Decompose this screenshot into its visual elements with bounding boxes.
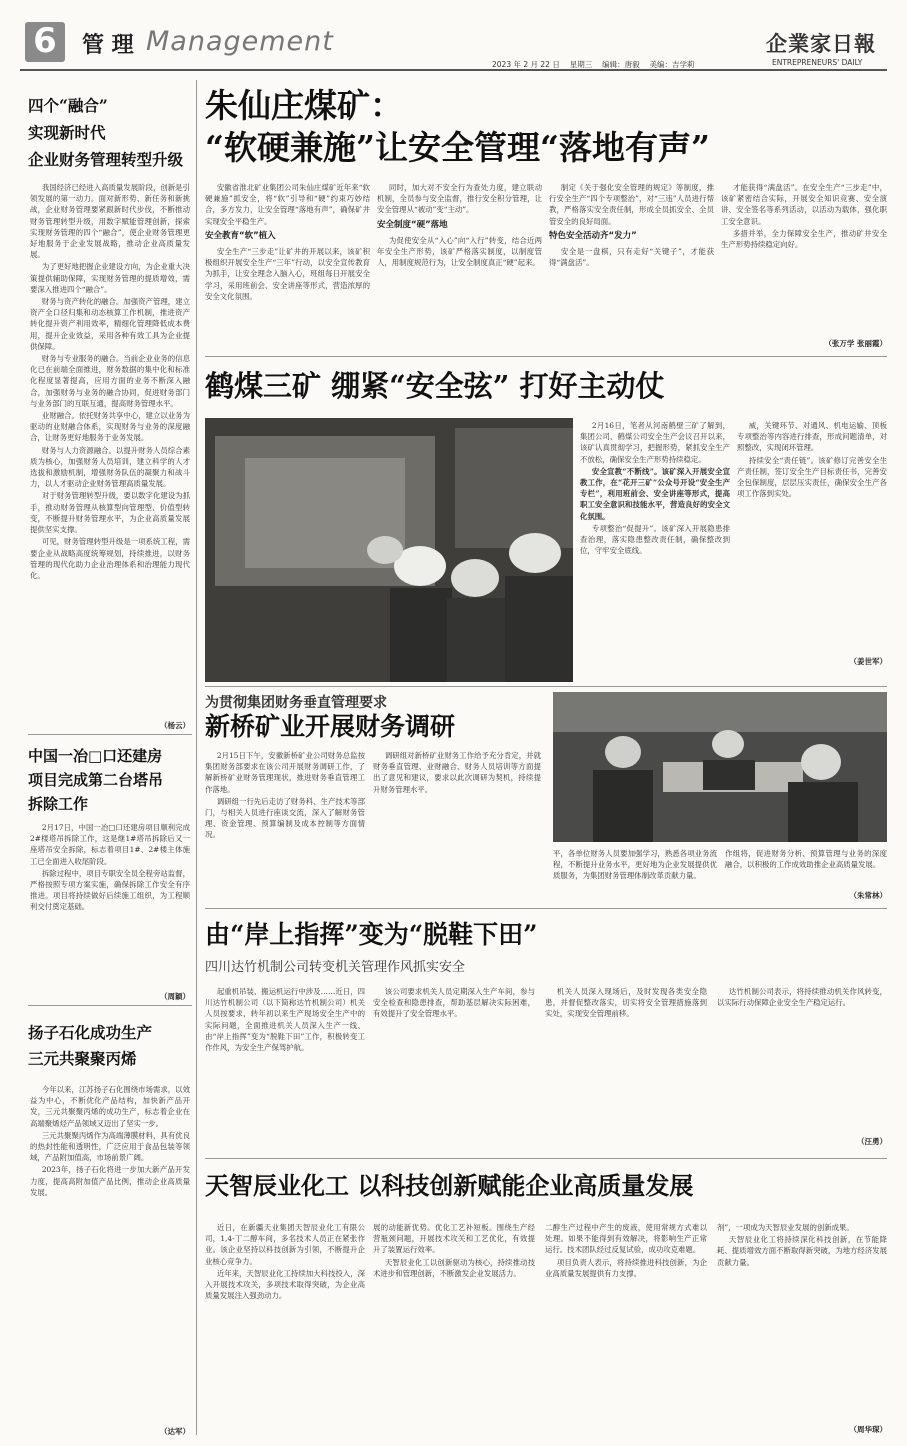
column (549, 182, 714, 350)
divider (205, 1158, 887, 1159)
paragraph: 作组将，促进财务分析、预算管理与业务的深度融合，以积极的工作成效助推企业高质量发展。 (725, 849, 887, 870)
paper-name: 企業家日報 (766, 31, 876, 56)
news-photo (553, 692, 887, 842)
article-body (30, 1084, 190, 1424)
column (205, 1222, 365, 1432)
article-title (28, 92, 193, 173)
paragraph: 我国经济已经进入高质量发展阶段，创新是引领发展的第一动力。面对新形势、新任务和新挑战，企业财务管理要紧跟新时代步伐，不断推动财务管理转型升级，用数字赋能管理创新，探索实现财务管理的四个“融合”，使企业财务管理更好地服务于企业发展战略，推动企业高质量发展。 (30, 183, 190, 260)
column (377, 182, 542, 350)
headline: 由“岸上指挥”变为“脱鞋下田” (205, 920, 538, 949)
paper-name-en: ENTREPRENEURS' DAILY (772, 58, 863, 67)
column (553, 848, 717, 902)
paragraph: 安全生产“三步走”让矿井的开展以来，该矿积极组织开展安全生产“三年”行动，以安全宣传教育为抓手，让安全理念入脑入心，班组每日开展安全学习，采用班前会、安全讲座等形式，营造浓厚的安全文化氛围。 (205, 247, 370, 301)
date-line: 2023 年 2 月 22 日 星期三 编辑：唐毅 美编：吉学莉 (492, 60, 695, 69)
title-line: 三元共聚聚丙烯 (28, 1049, 137, 1068)
divider (205, 908, 887, 909)
news-photo (205, 418, 573, 682)
paragraph: 对于财务管理转型升级，要以数字化建设为抓手，推动财务管理从核算型向管理型、价值型转变，不断提升财务管理水平，为企业高质量发展提供坚实支撑。 (30, 491, 190, 535)
title-line: 企业财务管理转型升级 (28, 150, 184, 169)
paragraph: 项目负责人表示，将持续推进科技创新，为企业高质量发展提供有力支撑。 (545, 1257, 707, 1278)
paragraph: 天智辰业化工将持续深化科技创新，在节能降耗、提质增效方面不断取得新突破，为地方经济发展贡献力量。 (717, 1235, 887, 1267)
paragraph: 安徽省淮北矿业集团公司朱仙庄煤矿近年来“软硬兼施”抓安全，将“软”引导和“硬”约束巧妙结合，多方发力，让安全管理“落地有声”，确保矿井实现安全平稳生产。 (205, 183, 370, 226)
byline: （汪勇） (857, 1137, 887, 1146)
paragraph: 起重机吊装、搬运机运行中涉及……近日，四川达竹机制公司（以下简称达竹机制公司）机关人员按要求，转年初以来生产现场安全生产中的实际问题，全面推进机关人员深入生产一线、由“岸上指挥”变为“脱鞋下田”工作，积极转变工作作风，为安全生产保驾护航。 (205, 987, 365, 1053)
paragraph: 调研组一行先后走访了财务科、生产技术等部门，与相关人员进行座谈交流，深入了解财务管理、资金管理、预算编制及成本控制等方面情况。 (205, 796, 365, 840)
column (205, 986, 365, 1152)
paragraph: 近日，在新疆天业集团天智辰业化工有限公司，1,4-丁二醇车间，多名技术人员正在紧张作业。该企业坚持以科技创新为引领，不断提升企业核心竞争力。 (205, 1223, 365, 1266)
title-line: 扬子石化成功生产 (28, 1023, 153, 1042)
divider (205, 356, 887, 357)
subheading: 安全教育“软”植入 (205, 230, 276, 241)
section-title-en: Management (146, 26, 334, 57)
story-xinqiao (205, 690, 887, 904)
column (580, 420, 730, 670)
paragraph: 威，关键环节、对通风、机电运输、顶板专项整治等内容进行排查，形成问题清单，对照整改，实现闭环管理。 (737, 421, 887, 453)
story-tianzhi (205, 1162, 887, 1438)
paragraph: 财务与人力资源融合。以提升财务人员综合素质为核心，加强财务人员培训，建立科学的人才选拔和激励机制，增强财务队伍的凝聚力和战斗力，以人才驱动企业财务管理高质量发展。 (30, 445, 190, 489)
paragraph: 为了更好地把握企业建设方向，为企业重大决策提供辅助保障，实现财务管理的提质增效，需要深入推进四个“融合”。 (30, 262, 190, 294)
divider (28, 1005, 192, 1006)
title-line: 四个“融合” (28, 96, 108, 115)
photo-scene (553, 692, 887, 842)
subheading: 特色安全活动齐“发力” (549, 230, 637, 241)
column (373, 986, 535, 1152)
paragraph: 展的动能新优势。优化工艺补短板。围绕生产经营瓶颈问题，开展技术攻关和工艺优化，有效提升了装置运行效率。 (373, 1223, 535, 1255)
paragraph: 多措并举，全力保障安全生产，推动矿井安全生产形势持续稳定向好。 (721, 228, 887, 250)
paragraph: 制定《关于强化安全管理的规定》等制度，推行安全生产“四个专项整治”，对“三违”人员进行帮教，严格落实安全责任制，形成全员抓安全、全员管安全的良好局面。 (549, 183, 714, 226)
paragraph: 剂”，一项成为天智辰业发展的创新成果。 (717, 1223, 854, 1232)
paragraph: 达竹机制公司表示，将持续推动机关作风转变，以实际行动保障企业安全生产稳定运行。 (717, 987, 887, 1008)
paragraph: 该公司要求机关人员定期深入生产车间，参与安全检查和隐患排查，帮助基层解决实际困难，有效提升了安全管理水平。 (373, 987, 535, 1019)
paragraph: 财务与专业服务的融合。当前企业业务的信息化已在前端全面推进，财务数据的集中化和标准化程度显著提高，应用方面的业务不断深入融合，加强财务与业务的融合协同，促进财务部门与业务部门的互联互通，提高财务管理水平。 (30, 354, 190, 408)
paragraph: 近年来，天智辰业化工持续加大科技投入，深入开展技术攻关，多项技术取得突破，为企业高质量发展注入强劲动力。 (205, 1268, 365, 1301)
story-zhuxianzhuang (205, 82, 887, 352)
paragraph: 天智辰业化工以创新驱动为核心，持续推动技术进步和管理创新，不断激发企业发展活力。 (373, 1257, 535, 1278)
paragraph: 持续安全“责任链”。该矿修订完善安全生产责任制，签订安全生产目标责任书，完善安全包保制度，层层压实责任，确保安全生产各项工作落到实处。 (737, 455, 887, 499)
article-body (30, 822, 190, 986)
title-line: 拆除工作 (28, 795, 89, 813)
article-title (28, 1020, 193, 1072)
section-title: 管 理 (82, 33, 134, 58)
paragraph: 2023年，扬子石化将进一步加大新产品开发力度，提高高附加值产品比例，推动企业高质量发展。 (30, 1165, 190, 1197)
article-title (28, 744, 193, 816)
title-line: 中国一冶□口还建房 (28, 747, 163, 765)
byline: （杨云） (160, 721, 190, 730)
photo-scene (205, 418, 573, 682)
paragraph: 才能获得“满盘活”。在安全生产“三步走”中，该矿紧密结合实际，开展安全知识竞赛、安全演讲、安全签名等系列活动，以活动为载体，强化职工安全意识。 (721, 183, 887, 226)
column (725, 848, 887, 890)
paragraph: 2月16日，笔者从河南鹤壁三矿了解到，集团公司、鹤煤公司安全生产会议召开以来，该矿认真贯彻学习，把握形势，紧抓安全生产不放松，确保安全生产形势持续稳定。 (580, 421, 730, 464)
byline: （张万学 张丽霞） (824, 339, 887, 348)
byline: （周华琛） (849, 1425, 887, 1434)
headline: 天智辰业化工 以科技创新赋能企业高质量发展 (205, 1171, 694, 1200)
paragraph: 同时，加大对不安全行为查处力度，建立联动机制，全员参与安全监督，推行安全积分管理，让安全管理从“被动”变“主动”。 (377, 183, 542, 215)
byline: （达军） (160, 1427, 190, 1436)
headline: 鹤煤三矿 绷紧“安全弦” 打好主动仗 (205, 369, 665, 403)
column (373, 750, 541, 850)
masthead (0, 0, 907, 70)
paragraph: 专项整治“促提升”。该矿深入开展隐患排查治理，落实隐患整改责任制，确保整改到位，守牢安全底线。 (580, 523, 730, 556)
paragraph: 财务与资产转化的融合。加强资产管理，建立资产全口径归集和动态核算工作机制，推进资产转化提升资产利用效率，精细化管理降低成本费用，提升企业效益，采用各种有效工具为企业提供保障。 (30, 297, 190, 351)
paragraph: 可见，财务管理转型升级是一项系统工程，需要企业从战略高度统筹规划，持续推进，以财务管理的现代化助力企业治理体系和治理能力现代化。 (30, 537, 190, 580)
column (717, 1222, 887, 1418)
paragraph: 平，各单位财务人员要加强学习，熟悉各项业务流程，不断提升业务水平，更好地为企业发展提供优质服务，为集团财务管理体制改革贡献力量。 (553, 849, 717, 881)
subheading: 安全制度“硬”落地 (377, 219, 448, 230)
column (737, 420, 887, 652)
article-body (30, 182, 190, 808)
paragraph: 拆除过程中，项目专职安全员全程旁站监督，严格按照专项方案实施，确保拆除工作安全有序推进。项目将持续做好后续施工组织，为工程顺利交付奠定基础。 (30, 868, 190, 912)
page-number: 6 (33, 21, 57, 61)
story-dazhu (205, 914, 887, 1154)
story-hebi (205, 362, 887, 682)
title-line: 项目完成第二台塔吊 (28, 771, 164, 789)
paragraph: 安全是一盘棋，只有走好“关键子”，才能获得“满盘活”。 (549, 247, 714, 268)
paragraph: 调研组对新桥矿业财务工作给予充分肯定，并就财务垂直管理、业财融合、财务人员培训等方面提出了意见和建议，要求以此次调研为契机，持续提升财务管理水平。 (373, 751, 541, 794)
paragraph: 二醇生产过程中产生的废液，使用常规方式难以处理。如果不能得到有效解决，将影响生产正常运行。技术团队经过反复试验，成功攻克难题。 (545, 1223, 707, 1255)
divider (28, 734, 192, 735)
paragraph: 为促使安全从“入心”向“入行”转变，结合近两年安全生产形势，该矿严格落实制度，以制度管人，用制度规范行为，让安全制度真正“硬”起来。 (377, 235, 542, 268)
masthead-rule (20, 69, 887, 71)
paragraph: 三元共聚聚丙烯作为高端薄膜材料，具有优良的热封性能和透明性，广泛应用于食品包装等领域，产品附加值高，市场前景广阔。 (30, 1130, 190, 1163)
column-divider (196, 80, 197, 1435)
column (205, 182, 370, 350)
divider (205, 686, 887, 687)
title-line: 实现新时代 (28, 123, 106, 142)
column (717, 986, 887, 1132)
column (373, 1222, 535, 1432)
left-column (20, 78, 192, 1438)
subtitle: 四川达竹机制公司转变机关管理作风抓实安全 (205, 960, 466, 975)
paragraph: 今年以来，江苏扬子石化围绕市场需求，以效益为中心，不断优化产品结构，加快新产品开发，三元共聚聚丙烯的成功生产，标志着企业在高端聚烯烃产品领域又迈出了坚实一步。 (30, 1085, 190, 1128)
paragraph: 2月17日，中国一冶□口还建房项目顺利完成2#楼塔吊拆除工作，这是继1#塔吊拆除后又一座塔吊安全拆除，标志着项目1#、2#楼主体施工已全面进入收尾阶段。 (30, 823, 190, 866)
headline: 新桥矿业开展财务调研 (205, 712, 456, 741)
kicker: 为贯彻集团财务垂直管理要求 (205, 695, 387, 711)
column (721, 182, 887, 334)
paragraph: 机关人员深入现场后，及时发现各类安全隐患，并督促整改落实，切实将安全管理措施落到实处，实现安全管理前移。 (545, 987, 707, 1019)
headline: 朱仙庄煤矿： (205, 86, 403, 125)
byline: （姜世军） (849, 657, 887, 666)
byline: （朱常林） (849, 891, 887, 900)
paragraph: 业财融合。依托财务共享中心，建立以业务为驱动的业财融合体系，实现财务与业务的深度融合，让财务更好地服务于业务发展。 (30, 411, 190, 443)
paragraph: 2月15日下午，安徽新桥矿业公司财务总监按集团财务部要求在该公司开展财务调研工作，了解新桥矿业财务管理现状，推进财务垂直管理工作落地。 (205, 751, 365, 794)
column (205, 750, 365, 898)
column (545, 986, 707, 1152)
headline: “软硬兼施”让安全管理“落地有声” (205, 128, 710, 167)
paragraph: 安全宣教“不断线”。该矿深入开展安全宣教工作，在“花开三矿”公众号开设“安全生产专栏”，利用班前会、安全讲座等形式，提高职工安全意识和技能水平，营造良好的安全文化氛围。 (580, 466, 730, 521)
byline: （周颖） (160, 992, 190, 1001)
column (545, 1222, 707, 1432)
